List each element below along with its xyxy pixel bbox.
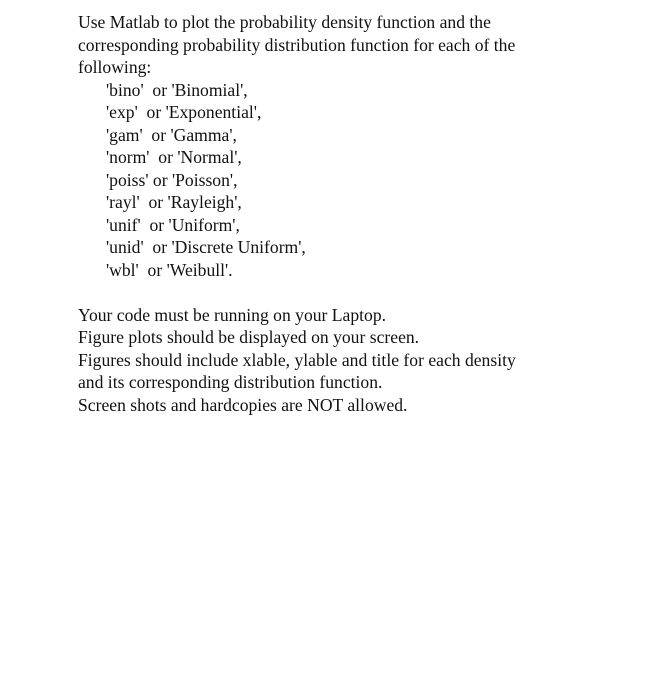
intro-line: Use Matlab to plot the probability density function and the [78,12,491,32]
requirements-paragraph [78,304,638,417]
requirement-line: Figure plots should be displayed on your screen. [78,327,420,347]
requirement-line: and its corresponding distribution function. [78,372,383,392]
list-item: 'gam' or 'Gamma', [106,124,237,145]
list-item: 'exp' or 'Exponential', [106,102,262,122]
requirement-line: Screen shots and hardcopies are NOT allowed. [78,394,408,415]
list-item: 'unid' or 'Discrete Uniform', [106,237,306,257]
requirement-line: Your code must be running on your Laptop. [78,304,387,325]
distribution-list [78,79,638,282]
list-item: 'bino' or 'Binomial', [106,79,248,100]
intro-paragraph [78,11,638,79]
list-item: 'wbl' or 'Weibull'. [106,259,233,280]
list-item: 'norm' or 'Normal', [106,147,242,167]
document-body [78,11,638,416]
intro-line: corresponding probability distribution function for each of the [78,34,516,55]
list-item: 'rayl' or 'Rayleigh', [106,192,242,212]
requirement-line: Figures should include xlable, ylable and title for each density [78,349,516,370]
list-item: 'poiss' or 'Poisson', [106,169,238,190]
list-item: 'unif' or 'Uniform', [106,214,240,235]
paragraph-spacer [78,281,638,304]
intro-line: following: [78,57,152,77]
